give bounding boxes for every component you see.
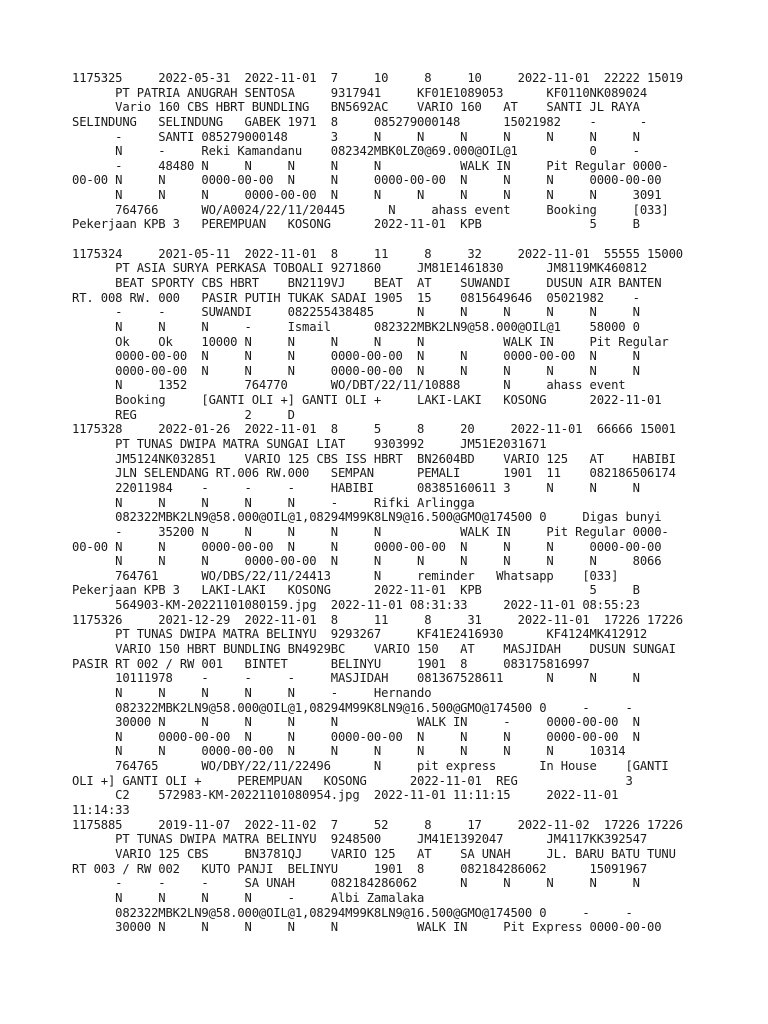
text-line: 00-00 N N 0000-00-00 N N 0000-00-00 N N N 0000-00-00 [72,539,662,554]
text-line: - SANTI 085279000148 3 N N N N N N N [72,129,640,144]
text-line: Vario 160 CBS HBRT BUNDLING BN5692AC VARIO 160 AT SANTI JL RAYA [72,100,640,115]
text-line: 1175326 2021-12-29 2022-11-01 8 11 8 31 2022-11-01 17226 17226 [72,612,683,627]
text-line: 10111978 - - - MASJIDAH 081367528611 N N N [72,671,640,686]
text-line: 00-00 N N 0000-00-00 N N 0000-00-00 N N N 0000-00-00 [72,173,662,188]
text-line: N N N - Ismail 082322MBK2LN9@58.000@OIL@1 58000 0 [72,319,640,334]
text-line: 30000 N N N N N WALK IN - 0000-00-00 N [72,715,640,730]
text-line: 564903-KM-20221101080159.jpg 2022-11-01 08:31:33 2022-11-01 08:55:23 [72,598,640,613]
text-line: N 0000-00-00 N N 0000-00-00 N N N 0000-00-00 N [72,729,640,744]
text-line: PASIR RT 002 / RW 001 BINTET BELINYU 1901 8 083175816997 [72,656,590,671]
text-line: 11:14:33 [72,803,130,818]
text-line: 1175885 2019-11-07 2022-11-02 7 52 8 17 2022-11-02 17226 17226 [72,817,683,832]
text-line: PT TUNAS DWIPA MATRA BELINYU 9248500 JM41E1392047 JM4117KK392547 [72,832,647,847]
text-line: Booking [GANTI OLI +] GANTI OLI + LAKI-LAKI KOSONG 2022-11-01 [72,393,662,408]
text-line: PT ASIA SURYA PERKASA TOBOALI 9271860 JM81E1461830 JM8119MK460812 [72,261,647,276]
text-line: 764766 WO/A0024/22/11/20445 N ahass event Booking [033] [72,202,669,217]
text-line: N - Reki Kamandanu 082342MBK0LZ0@69.000@OIL@1 0 - [72,144,640,159]
text-lines [72,71,762,935]
text-line: 22011984 - - - HABIBI 08385160611 3 N N N [72,480,640,495]
text-line: - - SUWANDI 082255438485 N N N N N N [72,305,640,320]
text-line: N N N N N - Rifki Arlingga [72,495,475,510]
text-line: Pekerjaan KPB 3 PEREMPUAN KOSONG 2022-11-01 KPB 5 B [72,217,640,232]
text-line: N N N 0000-00-00 N N N N N N N 8066 [72,554,662,569]
text-line: VARIO 125 CBS BN3781QJ VARIO 125 AT SA UNAH JL. BARU BATU TUNU [72,846,676,861]
text-line: REG 2 D [72,407,295,422]
text-line [72,232,762,247]
text-line: 764761 WO/DBS/22/11/24413 N reminder Whatsapp [033] [72,568,619,583]
text-line: 764765 WO/DBY/22/11/22496 N pit express In House [GANTI [72,759,669,774]
text-line: 1175328 2022-01-26 2022-11-01 8 5 8 20 2022-11-01 66666 15001 [72,422,676,437]
text-line: N N N N N - Hernando [72,685,432,700]
text-line: OLI +] GANTI OLI + PEREMPUAN KOSONG 2022-11-01 REG 3 [72,773,633,788]
text-line: PT TUNAS DWIPA MATRA BELINYU 9293267 KF41E2416930 KF4124MK412912 [72,627,647,642]
text-line: N N 0000-00-00 N N N N N N N 10314 [72,744,626,759]
text-line: BEAT SPORTY CBS HBRT BN2119VJ BEAT AT SUWANDI DUSUN AIR BANTEN [72,275,662,290]
text-line: 082322MBK2LN9@58.000@OIL@1,08294M99K8LN9@16.500@GMO@174500 0 - - [72,700,633,715]
text-line: RT. 008 RW. 000 PASIR PUTIH TUKAK SADAI 1905 15 0815649646 05021982 - [72,290,640,305]
text-line: VARIO 150 HBRT BUNDLING BN4929BC VARIO 150 AT MASJIDAH DUSUN SUNGAI [72,641,676,656]
text-line: - 35200 N N N N N WALK IN Pit Regular 0000- [72,524,669,539]
text-line: N N N 0000-00-00 N N N N N N N 3091 [72,188,662,203]
text-line: PT PATRIA ANUGRAH SENTOSA 9317941 KF01E1089053 KF0110NK089024 [72,85,647,100]
text-line: 0000-00-00 N N N 0000-00-00 N N 0000-00-00 N N [72,349,640,364]
text-line: Ok Ok 10000 N N N N N WALK IN Pit Regular [72,334,669,349]
text-line: 082322MBK2LN9@58.000@OIL@1,08294M99K8LN9@16.500@GMO@174500 0 Digas bunyi [72,510,662,525]
text-line: 0000-00-00 N N N 0000-00-00 N N N N N N [72,363,640,378]
text-line: - - - SA UNAH 082184286062 N N N N N [72,876,640,891]
text-line: N N N N - Albi Zamalaka [72,890,425,905]
text-line: 082322MBK2LN9@58.000@OIL@1,08294M99K8LN9@16.500@GMO@174500 0 - - [72,905,633,920]
text-line: N 1352 764770 WO/DBT/22/11/10888 N ahass event [72,378,626,393]
text-line: Pekerjaan KPB 3 LAKI-LAKI KOSONG 2022-11-01 KPB 5 B [72,583,640,598]
text-line: 1175324 2021-05-11 2022-11-01 8 11 8 32 2022-11-01 55555 15000 [72,246,683,261]
text-line: - 48480 N N N N N WALK IN Pit Regular 0000- [72,158,669,173]
text-line: RT 003 / RW 002 KUTO PANJI BELINYU 1901 8 082184286062 15091967 [72,861,647,876]
text-line: JM5124NK032851 VARIO 125 CBS ISS HBRT BN2604BD VARIO 125 AT HABIBI [72,451,676,466]
text-line: 30000 N N N N N WALK IN Pit Express 0000-00-00 [72,920,662,935]
text-line: 1175325 2022-05-31 2022-11-01 7 10 8 10 2022-11-01 22222 15019 [72,71,683,85]
text-line: PT TUNAS DWIPA MATRA SUNGAI LIAT 9303992 JM51E2031671 [72,437,547,452]
text-line: SELINDUNG SELINDUNG GABEK 1971 8 085279000148 15021982 - - [72,114,647,129]
text-line: C2 572983-KM-20221101080954.jpg 2022-11-01 11:11:15 2022-11-01 [72,788,619,803]
text-line: JLN SELENDANG RT.006 RW.000 SEMPAN PEMALI 1901 11 082186506174 [72,466,676,481]
